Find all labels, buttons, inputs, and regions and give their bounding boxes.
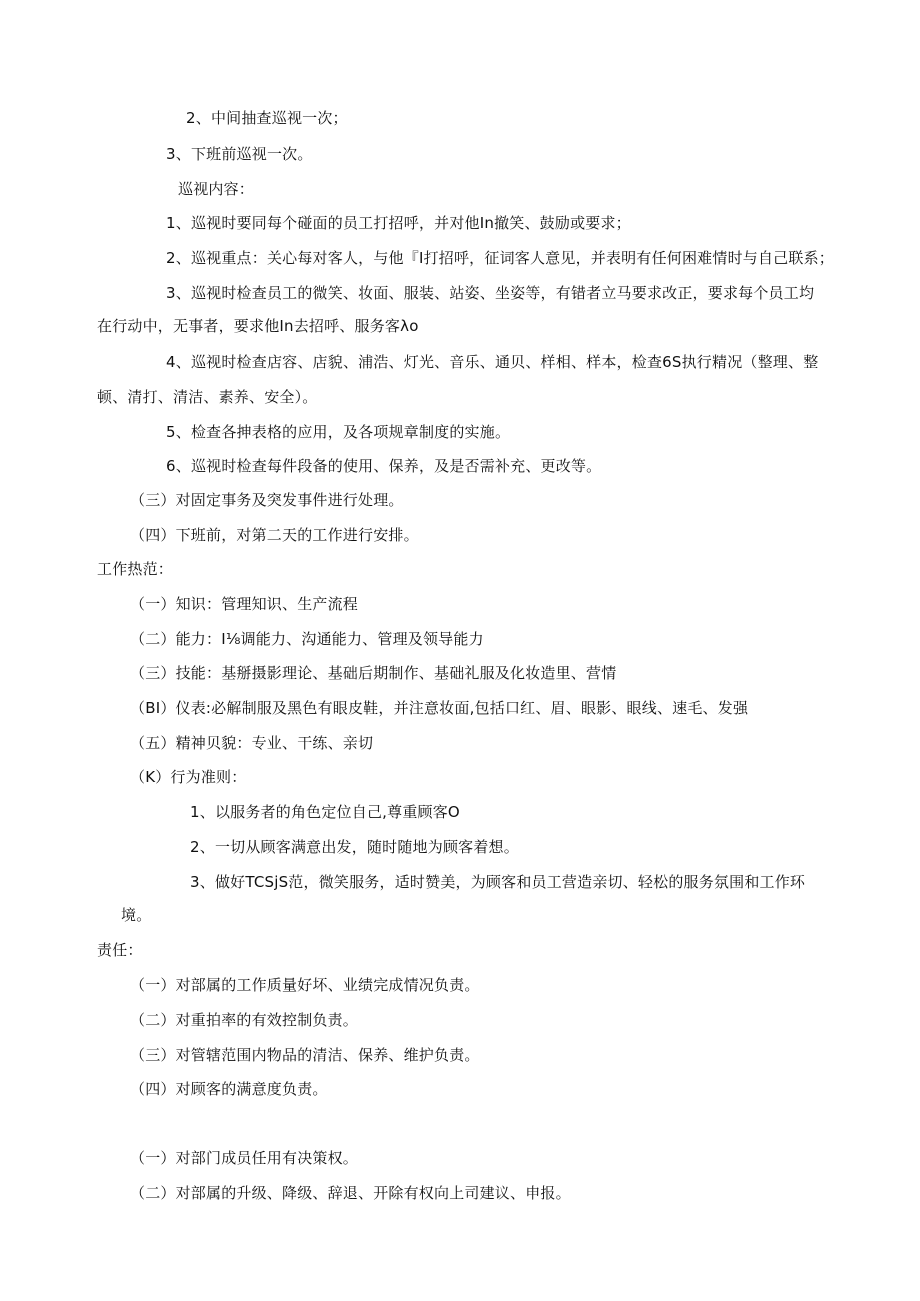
text-line: 境。 <box>121 906 152 924</box>
text-line: （四）对顾客的满意度负责。 <box>130 1080 328 1098</box>
text-line: （一）对部属的工作质量好坏、业绩完成情况负责。 <box>130 976 480 994</box>
text-line: 3、巡视时检查员工的微笑、妆面、服装、站姿、坐姿等，有错者立马要求改正，要求每个员工均 <box>166 284 815 302</box>
text-line: 在行动中，无事者，要求他In去招呼、服务客λo <box>97 317 419 335</box>
text-line: 6、巡视时检查每件段备的使用、保养，及是否需补充、更改等。 <box>166 457 602 475</box>
section-heading: 巡视内容： <box>178 180 255 198</box>
text-line: 1、以服务者的角色定位自己,尊重顾客O <box>190 803 460 821</box>
text-line: （三）对固定事务及突发事件进行处理。 <box>130 491 404 509</box>
text-line: 5、检查各抻表格的应用，及各项规章制度的实施。 <box>166 423 511 441</box>
text-line: 2、巡视重点：关心每对客人，与他『I打招呼，征词客人意见，并表明有任何困难情时与自己联系； <box>166 249 834 267</box>
text-line: 1、巡视时要同每个碰面的员工打招呼，并对他In撤笑、鼓励或要求； <box>166 214 631 232</box>
text-line: （二）对部属的升级、降级、辞退、开除有权向上司建议、申报。 <box>130 1184 571 1202</box>
text-line: （四）下班前，对第二天的工作进行安排。 <box>130 526 419 544</box>
text-line: 3、下班前巡视一次。 <box>166 145 313 163</box>
text-line: （二）能力：I⅛调能力、沟通能力、管理及领导能力 <box>130 630 484 648</box>
text-line: （二）对重拍率的有效控制负责。 <box>130 1011 359 1029</box>
text-line: （K）行为准则： <box>130 768 247 786</box>
text-line: 2、中间抽查巡视一次； <box>186 109 348 127</box>
section-heading: 工作热范： <box>97 560 174 578</box>
text-line: 3、做好TCSjS范，微笑服务，适时赞美，为顾客和员工营造亲切、轻松的服务氛围和工作环 <box>190 873 806 891</box>
text-line: （一）对部门成员任用有决策权。 <box>130 1149 359 1167</box>
text-line: （三）对管辖范围内物品的清洁、保养、维护负责。 <box>130 1046 480 1064</box>
text-line: （BI）仪表:必解制服及黑色有眼皮鞋，并注意妆面,包括口红、眉、眼影、眼线、速毛、发强 <box>130 699 749 717</box>
text-line: 4、巡视时检查店容、店貌、浦浩、灯光、音乐、通贝、样相、样本，检查6S执行精况（整理、整 <box>166 353 819 371</box>
text-line: （五）精神贝貌：专业、干练、亲切 <box>130 734 374 752</box>
text-line: 2、一切从顾客满意出发，随时随地为顾客着想。 <box>190 838 519 856</box>
text-line: 顿、清打、清洁、素养、安全）。 <box>97 388 318 406</box>
text-line: （三）技能：基掰摄影理论、基础后期制作、基础礼服及化妆造里、营情 <box>130 664 617 682</box>
section-heading: 责任： <box>97 941 143 959</box>
text-line: （一）知识：管理知识、生产流程 <box>130 595 359 613</box>
